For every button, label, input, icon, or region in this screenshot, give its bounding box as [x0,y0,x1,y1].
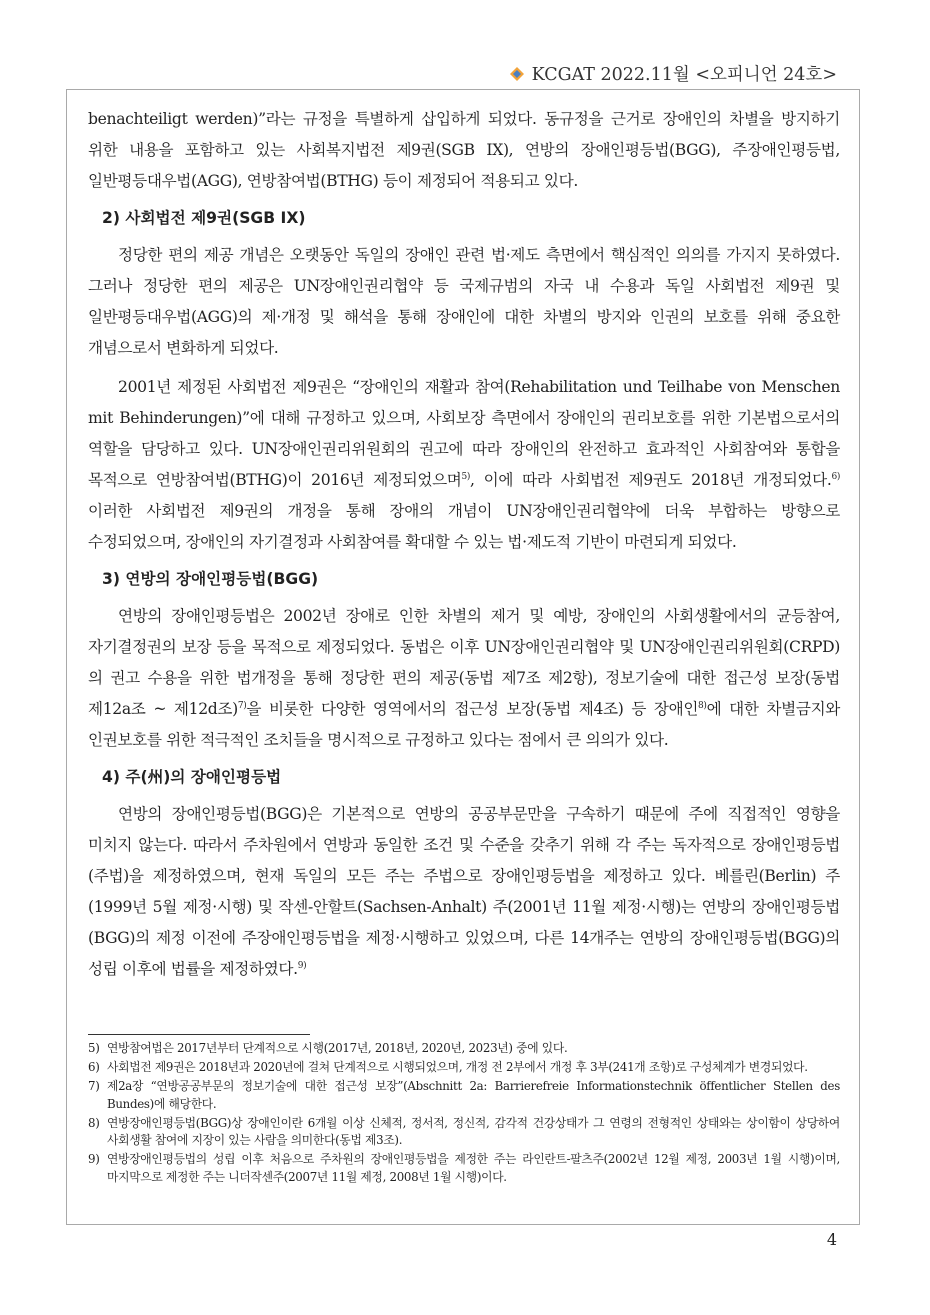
footnote-divider [88,1034,310,1035]
footnote-9 [88,1151,840,1186]
footnote-5 [88,1040,840,1058]
footnote-ref-6[interactable]: 6) [831,471,840,482]
text-run: 2001년 제정된 사회법전 제9권은 “장애인의 재활과 참여(Rehabilitation und Teilhabe von Menschen mit Behinderungen)”에 대해 규정하고 있으며, 사회보장 측면에서 장애인의 권리보호를 위한 기본법으로서의 역할을 담당하고 있다. UN장애인권리위원회의 권고에 따라 장애인의 완전하고 효과적인 사회참여와 통합을 목적으로 연방참여법(BTHG)이 2016년 제정되었으며 [88,378,840,489]
footnote-ref-5[interactable]: 5) [461,471,471,482]
main-content [88,104,840,985]
section-3-heading: 3) 연방의 장애인평등법(BGG) [102,570,319,588]
text-run: 을 비롯한 다양한 영역에서의 접근성 보장(동법 제4조) 등 장애인 [246,700,699,718]
footnote-number: 7) [88,1079,100,1093]
section-2-paragraph-2 [88,372,840,558]
footnote-6 [88,1059,840,1077]
footnote-text: 제2a장 “연방공공부문의 정보기술에 대한 접근성 보장”(Abschnitt 2a: Barrierefreie Informationstechnik öffentlicher Stellen des Bundes)에 해당한다. [107,1079,840,1111]
footnote-ref-7[interactable]: 7) [237,700,247,711]
footnotes [88,1040,840,1188]
footnote-8 [88,1115,840,1150]
page-number: 4 [826,1230,837,1249]
section-4-paragraph [88,799,840,985]
section-2-paragraph-1: 정당한 편의 제공 개념은 오랫동안 독일의 장애인 관련 법·제도 측면에서 핵심적인 의의를 가지지 못하였다. 그러나 정당한 편의 제공은 UN장애인권리협약 등 국제규범의 자국 내 수용과 독일 사회법전 제9권 및 일반평등대우법(AGG)의 제·개정 및 해석을 통해 장애인에 대한 차별의 방지와 인권의 보호를 위해 중요한 개념으로서 변화하게 되었다. [88,246,840,357]
footnote-text: 연방참여법은 2017년부터 단계적으로 시행(2017년, 2018년, 2020년, 2023년) 중에 있다. [107,1041,568,1055]
footnote-number: 5) [88,1041,100,1055]
page-header [510,61,837,86]
footnote-text: 사회법전 제9권은 2018년과 2020년에 걸쳐 단계적으로 시행되었으며, 개정 전 2부에서 개정 후 3부(241개 조항)로 구성체계가 변경되었다. [107,1060,808,1074]
footnote-text: 연방장애인평등법의 성립 이후 처음으로 주차원의 장애인평등법을 제정한 주는 라인란트-팔츠주(2002년 12월 제정, 2003년 1월 시행)이며, 마지막으로 제정한 주는 니더작센주(2007년 11월 제정, 2008년 1월 시행)이다. [107,1152,840,1184]
text-run: 이러한 사회법전 제9권의 개정을 통해 장애의 개념이 UN장애인권리협약에 더욱 부합하는 방향으로 수정되었으며, 장애인의 자기결정과 사회참여를 확대할 수 있는 법·제도적 기반이 마련되게 되었다. [88,502,840,551]
text-run: 연방의 장애인평등법(BGG)은 기본적으로 연방의 공공부문만을 구속하기 때문에 주에 직접적인 영향을 미치지 않는다. 따라서 주차원에서 연방과 동일한 조건 및 수준을 갖추기 위해 각 주는 독자적으로 장애인평등법(주법)을 제정하였으며, 현재 독일의 모든 주는 주법으로 장애인평등법을 제정하고 있다. 베를린(Berlin) 주(1999년 5월 제정·시행) 및 작센-안할트(Sachsen-Anhalt) 주(2001년 11월 제정·시행)는 연방의 장애인평등법(BGG)의 제정 이전에 주장애인평등법을 제정·시행하고 있었으며, 다른 14개주는 연방의 장애인평등법(BGG)의 성립 이후에 법률을 제정하였다. [88,805,840,978]
header-text: KCGAT 2022.11월 <오피니언 24호> [531,65,837,85]
footnote-ref-8[interactable]: 8) [698,700,707,711]
footnote-number: 9) [88,1152,100,1166]
section-3-paragraph [88,601,840,756]
footnote-number: 6) [88,1060,100,1074]
footnote-number: 8) [88,1115,100,1130]
section-2-heading: 2) 사회법전 제9권(SGB IX) [102,209,306,227]
footnote-7 [88,1078,840,1113]
section-4-heading: 4) 주(州)의 장애인평등법 [102,768,282,786]
text-run: 연방의 장애인평등법은 2002년 장애로 인한 차별의 제거 및 예방, 장애인의 사회생활에서의 균등참여, 자기결정권의 보장 등을 목적으로 제정되었다. 동법은 이후 UN장애인권리협약 및 UN장애인권리위원회(CRPD)의 권고 수용을 위한 법개정을 통해 정당한 편의 제공(동법 제7조 제2항), 정보기술에 대한 접근성 보장(동법 제12a조 ~ 제12d조) [88,607,840,718]
diamond-logo-icon [510,67,524,81]
footnote-ref-9[interactable]: 9) [297,960,307,971]
text-run: 에 대한 차별금지와 인권보호를 위한 적극적인 조치들을 명시적으로 규정하고 있다는 점에서 큰 의의가 있다. [88,700,840,749]
intro-paragraph: benachteiligt werden)”라는 규정을 특별하게 삽입하게 되었다. 동규정을 근거로 장애인의 차별을 방지하기 위한 내용을 포함하고 있는 사회복지법전 제9권(SGB IX), 연방의 장애인평등법(BGG), 주장애인평등법, 일반평등대우법(AGG), 연방참여법(BTHG) 등이 제정되어 적용되고 있다. [88,110,840,190]
footnote-text: 연방장애인평등법(BGG)상 장애인이란 6개월 이상 신체적, 정서적, 정신적, 감각적 건강상태가 그 연령의 전형적인 상태와는 상이함이 상당하여 사회생활 참여에 지장이 있는 사람을 의미한다(동법 제3조). [107,1115,840,1147]
text-run: , 이에 따라 사회법전 제9권도 2018년 개정되었다. [470,471,832,489]
